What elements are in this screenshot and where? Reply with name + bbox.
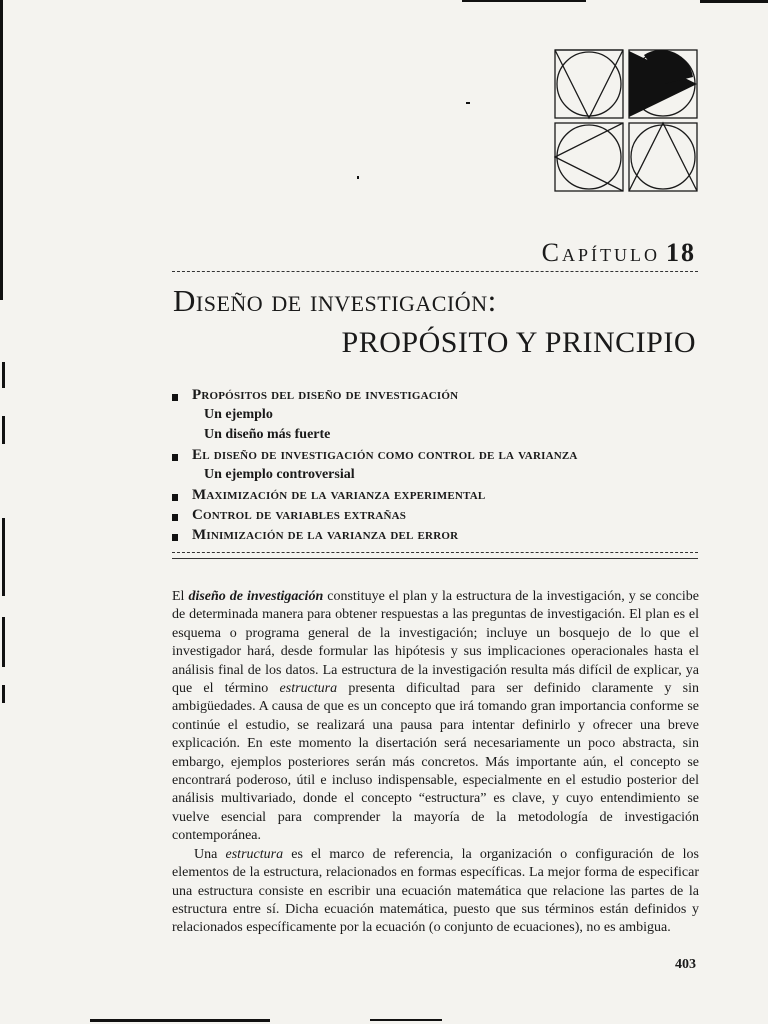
term-estructura: estructura	[279, 681, 338, 697]
term-estructura: estructura	[225, 846, 284, 862]
scan-edge-bottom	[370, 1019, 442, 1021]
outline-subsection	[172, 427, 712, 447]
outline-text: Un ejemplo	[204, 407, 273, 422]
body-text	[172, 588, 699, 938]
scan-edge-top	[462, 0, 586, 2]
text-run: presenta dificultad para ser definido claramente y sin ambigüedades. A causa de que es un concepto que irá tomando gran importancia conforme se continúe el estudio, se realizará una pausa para intentar definirlo y ofrecer una breve explicación. En este momento la disertación será necesariamente un poco abstracta, sin embargo, ejemplos posteriores serán más concretos. Más importante aún, el concepto se encontrará poderoso, útil e incluso indispensable, especialmente en el estudio posterior del análisis multivariado, donde el concepto “estructura” es clave, y cuyo entendimiento se vuelve esencial para comprender la mayoría de la metodología de investigación contemporánea.	[172, 681, 699, 844]
chapter-number: 18	[666, 238, 696, 267]
chapter-word: Capítulo	[541, 238, 660, 267]
chapter-emblem-icon	[554, 49, 698, 192]
paragraph-1	[172, 588, 699, 846]
outline-text: Minimización de la varianza del error	[192, 527, 459, 543]
outline-rule-solid	[172, 558, 698, 559]
scan-speck	[466, 102, 470, 104]
outline-section	[172, 447, 712, 467]
text-run: El	[172, 589, 189, 604]
outline-section	[172, 387, 712, 407]
bullet-icon	[172, 494, 178, 501]
scan-edge-mark	[2, 416, 5, 444]
outline-text: El diseño de investigación como control de la varianza	[192, 447, 578, 463]
outline-rule-dashed	[172, 552, 698, 553]
bullet-icon	[172, 394, 178, 401]
outline-section	[172, 507, 712, 527]
text-run: constituye el plan y la estructura de la investigación, y se concibe de determinada manera para obtener respuestas a las preguntas de investigación. El plan es el esquema o programa general de la investigación; incluye un bosquejo de lo que el investigador hará, desde formular las hipótesis y sus implicaciones operacionales hasta el análisis final de los datos. La estructura de la investigación resulta más difícil de explicar, ya que el término	[172, 589, 699, 697]
bullet-icon	[172, 514, 178, 521]
term-diseno: diseño de investigación	[188, 589, 324, 604]
page-title-line-1: Diseño de investigación:	[173, 283, 497, 318]
outline-section	[172, 527, 712, 547]
scan-edge-mark	[2, 685, 5, 703]
chapter-label	[542, 238, 696, 268]
scan-speck	[357, 176, 359, 179]
text-run: Una	[194, 846, 226, 862]
outline-subsection	[172, 407, 712, 427]
outline-section	[172, 487, 712, 507]
paragraph-2	[172, 846, 699, 938]
text-run: es el marco de referencia, la organización o configuración de los elementos de la estructura, relacionados en formas específicas. La mejor forma de especificar una estructura consiste en escribir una ecuación matemática que relacione las partes de la estructura entre sí. Dicha ecuación matemática, puesto que sus términos están definidos y relacionados específicamente por la ecuación (o conjunto de ecuaciones), no es ambigua.	[172, 846, 699, 936]
outline-text: Un diseño más fuerte	[204, 427, 331, 442]
bullet-icon	[172, 534, 178, 541]
scan-edge-mark	[2, 362, 5, 388]
page-title-line-2: PROPÓSITO Y PRINCIPIO	[341, 326, 696, 359]
scan-edge-left	[0, 0, 3, 300]
outline-text: Propósitos del diseño de investigación	[192, 387, 459, 403]
scan-edge-mark	[2, 518, 5, 596]
chapter-rule	[172, 271, 698, 272]
outline-subsection	[172, 467, 712, 487]
outline-text: Control de variables extrañas	[192, 507, 407, 523]
chapter-outline	[172, 387, 712, 547]
scan-edge-mark	[2, 617, 5, 667]
outline-text: Maximización de la varianza experimental	[192, 487, 486, 503]
scan-edge-bottom	[90, 1019, 270, 1022]
page-number: 403	[675, 957, 696, 972]
outline-text: Un ejemplo controversial	[204, 467, 355, 482]
scan-edge-top-right	[700, 0, 768, 3]
bullet-icon	[172, 454, 178, 461]
